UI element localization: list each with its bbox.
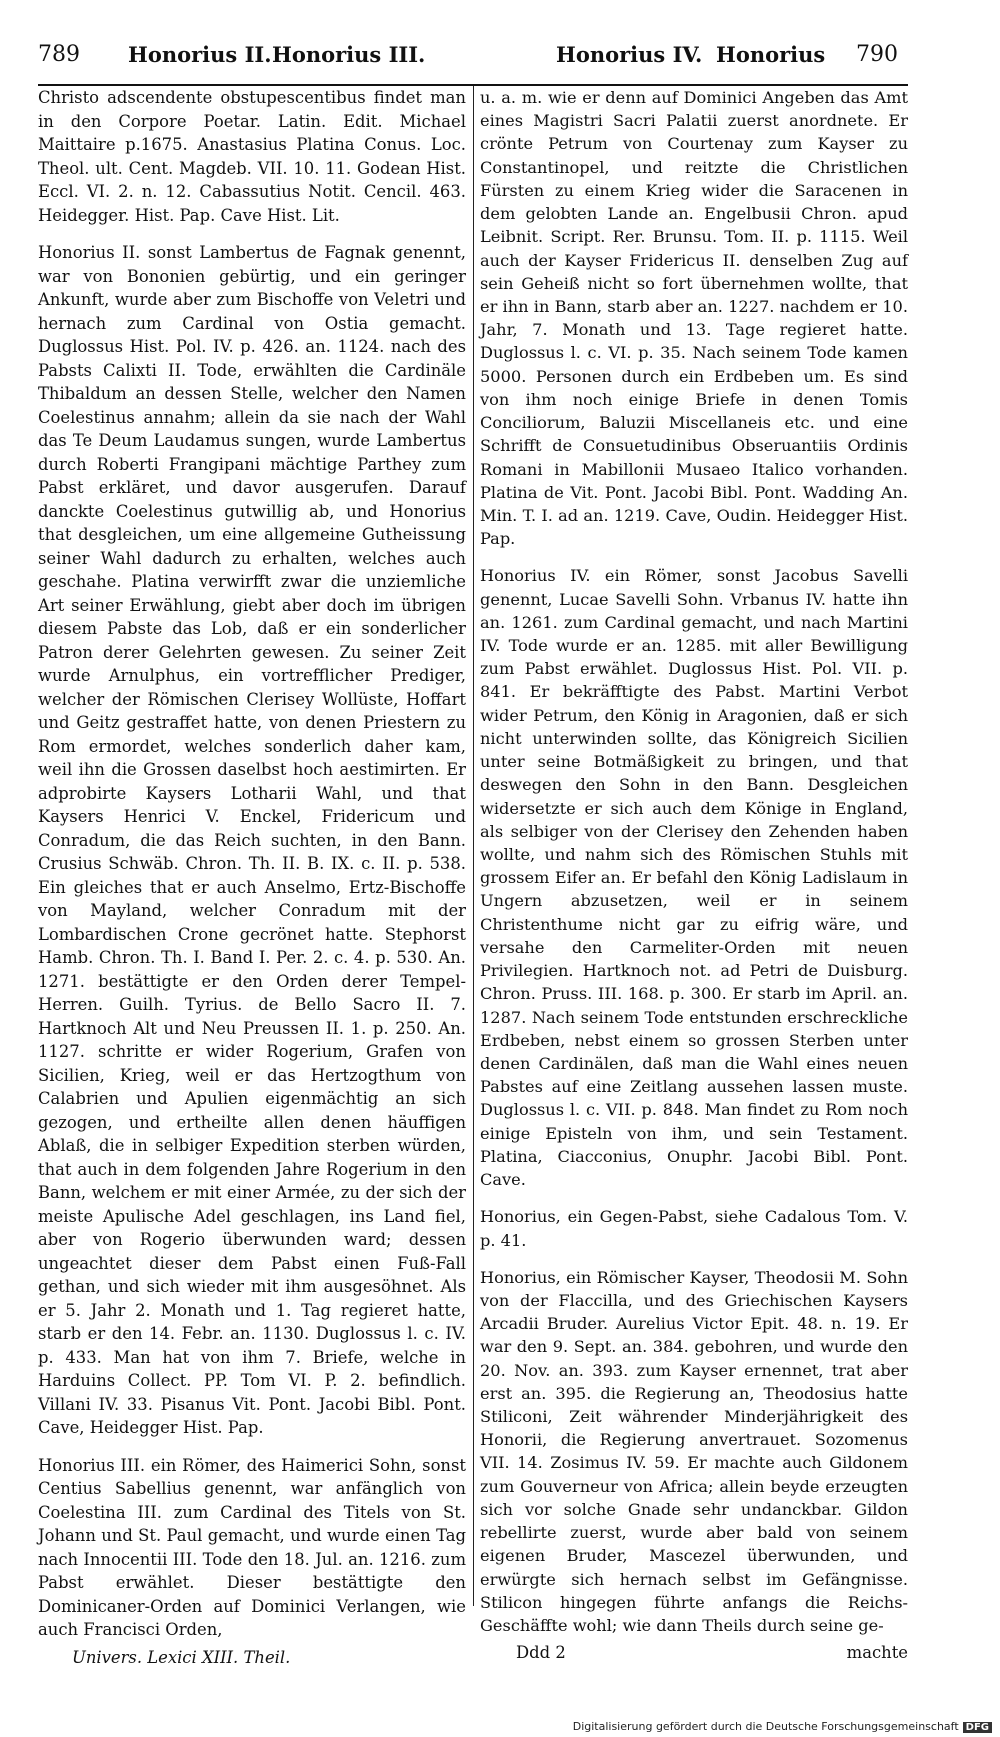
digitization-credit bbox=[573, 1720, 992, 1733]
entry-honorius-iii-continued: u. a. m. wie er denn auf Dominici Angeben das Amt eines Magistri Sacri Palatii zuerst anordnete. Er crönte Petrum von Courtenay zum Kayser zu Constantinopel, und reitzte die Christlichen Fürsten zu einem Krieg wider die Saracenen in dem gelobten Lande an. Engelbusii Chron. apud Leibnit. Script. Rer. Brunsu. Tom. II. p. 1115. Weil auch der Kayser Fridericus II. denselben Zug auf sein Geheiß nicht so fort übernehmen wollte, that er ihn in Bann, starb aber an. 1227. nachdem er 10. Jahr, 7. Monath und 13. Tage regieret hatte. Duglossus l. c. VI. p. 35. Nach seinem Tode kamen 5000. Personen durch ein Erdbeben um. Es sind von ihm noch einige Briefe in denen Tomis Conciliorum, Baluzii Miscellaneis etc. und eine Schrifft de Consuetudinibus Obseruantiis Ordinis Romani in Mabillonii Musaeo Italico vorhanden. Platina de Vit. Pont. Jacobi Bibl. Pont. Wadding An. Min. T. I. ad an. 1219. Cave, Oudin. Heidegger Hist. Pap. bbox=[480, 88, 908, 549]
running-head-honorius-ii: Honorius II. bbox=[128, 42, 272, 67]
running-head-honorius-iii: Honorius III. bbox=[272, 42, 426, 67]
entry-honorius-iv: Honorius IV. ein Römer, sonst Jacobus Savelli genennt, Lucae Savelli Sohn. Vrbanus IV. hatte ihn an. 1261. zum Cardinal gemacht, und nach Martini IV. Tode wurde er an. 1285. mit aller Bewilligung zum Pabst erwählet. Duglossus Hist. Pol. VII. p. 841. Er bekräfftigte des Pabst. Martini Verbot wider Petrum, den König in Aragonien, daß er sich nicht unterwinden sollte, das Königreich Sicilien unter seine Botmäßigkeit zu bringen, und that deswegen den Sohn in den Bann. Desgleichen widersetzte er sich auch dem Könige in England, als selbiger von der Clerisey den Zehenden haben wollte, und nahm sich des Römischen Stuhls mit grossem Eifer an. Er befahl den König Ladislaum in Ungern abzusetzen, weil er in seinem Christenthume nicht gar zu eifrig wäre, und versahe den Carmeliter-Orden mit neuen Privilegien. Hartknoch not. ad Petri de Duisburg. Chron. Pruss. III. 168. p. 300. Er starb im April. an. 1287. Nach seinem Tode entstunden erschreckliche Erdbeben, nebst einem so grossen Sterben unter denen Cardinälen, daß man die Wahl eines neuen Pabstes auf eine Zeitlang aussehen lassen muste. Duglossus l. c. VII. p. 848. Man findet zu Rom noch einige Episteln von ihm, und sein Testament. Platina, Ciacconius, Onuphr. Jacobi Bibl. Pont. Cave. bbox=[480, 566, 908, 1190]
right-footer bbox=[480, 1641, 908, 1664]
entry-honorius-iii: Honorius III. ein Römer, des Haimerici Sohn, sonst Centius Sabellius genennt, war anfänglich von Coelestina III. zum Cardinal des Titels von St. Johann und St. Paul gemacht, und wurde einen Tag nach Innocentii III. Tode den 18. Jul. an. 1216. zum Pabst erwählet. Dieser bestättigte den Dominicaner-Orden auf Dominici Verlangen, wie auch Francisci Orden, bbox=[38, 1455, 466, 1639]
volume-signature: Univers. Lexici XIII. Theil. bbox=[72, 1647, 291, 1667]
dfg-logo: DFG bbox=[963, 1722, 992, 1733]
entry-continuation: Christo adscendente obstupescentibus findet man in den Corpore Poetar. Latin. Edit. Michael Maittaire p.1675. Anastasius Platina Conus. Loc. Theol. ult. Cent. Magdeb. VII. 10. 11. Godean Hist. Eccl. VI. 2. n. 12. Cabassutius Notit. Cencil. 463. Heidegger. Hist. Pap. Cave Hist. Lit. bbox=[38, 88, 466, 225]
page-number-right: 790 bbox=[856, 42, 898, 67]
credit-text: Digitalisierung gefördert durch die Deutsche Forschungsgemeinschaft bbox=[572, 1720, 959, 1733]
right-column bbox=[480, 86, 908, 1664]
left-footer bbox=[38, 1646, 466, 1670]
catchword: machte bbox=[846, 1643, 908, 1663]
entry-honorius-ii: Honorius II. sonst Lambertus de Fagnak genennt, war von Bononien gebürtig, und ein geringer Ankunft, wurde aber zum Bischoffe von Veletri und hernach zum Cardinal von Ostia gemacht. Duglossus Hist. Pol. IV. p. 426. an. 1124. nach des Pabsts Calixti II. Tode, erwählten die Cardinäle Thibaldum an dessen Stelle, welcher den Namen Coelestinus annahm; allein da sie nach der Wahl das Te Deum Laudamus sungen, wurde Lambertus durch Roberti Frangipani mächtige Parthey zum Pabst erkläret, und davor ausgerufen. Darauf danckte Coelestinus gutwillig ab, und Honorius that desgleichen, um eine allgemeine Gutheissung seiner Wahl dadurch zu erhalten, welches auch geschahe. Platina verwirfft zwar die unziemliche Art seiner Erwählung, giebt aber doch im übrigen diesem Pabste das Lob, daß er ein sonderlicher Patron derer Gelehrten gewesen. Zu seiner Zeit wurde Arnulphus, ein vortrefflicher Prediger, welcher der Römischen Clerisey Wollüste, Hoffart und Geitz gestraffet hatte, von denen Priestern zu Rom ermordet, welches sonderlich daher kam, weil ihn die Grossen daselbst hoch aestimirten. Er adprobirte Kaysers Lotharii Wahl, und that Kaysers Henrici V. Enckel, Fridericum und Conradum, die das Reich suchten, in den Bann. Crusius Schwäb. Chron. Th. II. B. IX. c. II. p. 538. Ein gleiches that er auch Anselmo, Ertz-Bischoffe von Mayland, welcher Conradum mit der Lombardischen Crone gecrönet hatte. Stephorst Hamb. Chron. Th. I. Band I. Per. 2. c. 4. p. 530. An. 1271. bestättigte er den Orden derer Tempel-Herren. Guilh. Tyrius. de Bello Sacro II. 7. Hartknoch Alt und Neu Preussen II. 1. p. 250. An. 1127. schritte er wider Rogerium, Grafen von Sicilien, Krieg, weil er das Hertzogthum von Calabrien und Apulien eigenmächtig an sich gezogen, und ertheilte allen denen häuffigen Ablaß, die in selbiger Expedition sterben würden, that auch in dem folgenden Jahre Rogerium in den Bann, welchem er mit einer Armée, zu der sich der meiste Apulische Adel geschlagen, ins Land fiel, aber von Rogerio überwunden ward; dessen ungeachtet dieser dem Pabst einen Fuß-Fall gethan, und sich wieder mit ihm ausgesöhnet. Als er 5. Jahr 2. Monath und 1. Tag regieret hatte, starb er den 14. Febr. an. 1130. Duglossus l. c. IV. p. 433. Man hat von ihm 7. Briefe, welche in Harduins Collect. PP. Tom VI. P. 2. befindlich. Villani IV. 33. Pisanus Vit. Pont. Jacobi Bibl. Pont. Cave, Heidegger Hist. Pap. bbox=[38, 243, 466, 1437]
entry-honorius-emperor: Honorius, ein Römischer Kayser, Theodosii M. Sohn von der Flaccilla, und des Griechischen Kaysers Arcadii Bruder. Aurelius Victor Epit. 48. n. 19. Er war den 9. Sept. an. 384. gebohren, und wurde den 20. Nov. an. 393. zum Kayser ernennet, trat aber erst an. 395. die Regierung an, Theodosius hatte Stiliconi, Zeit währender Minderjährigkeit des Honorii, die Regierung anvertrauet. Sozomenus VII. 14. Zosimus IV. 59. Er machte auch Gildonem zum Gouverneur von Africa; allein beyde erzeugten sich vor solche Gnade sehr undanckbar. Gildon rebellirte zuerst, wurde aber bald von seinem eigenen Bruder, Mascezel überwunden, und erwürgte sich hernach selbst im Gefängnisse. Stilicon hingegen führte anfangs die Reichs-Geschäffte wohl; wie dann Theils durch seine ge- bbox=[480, 1267, 908, 1635]
running-head-honorius: Honorius bbox=[716, 42, 826, 67]
running-head-honorius-iv: Honorius IV. bbox=[556, 42, 703, 67]
page-number-left: 789 bbox=[38, 42, 80, 67]
left-column bbox=[38, 86, 466, 1669]
column-divider bbox=[473, 86, 474, 1606]
sheet-signature: Ddd 2 bbox=[516, 1643, 566, 1663]
entry-honorius-antipope: Honorius, ein Gegen-Pabst, siehe Cadalous Tom. V. p. 41. bbox=[480, 1207, 908, 1250]
